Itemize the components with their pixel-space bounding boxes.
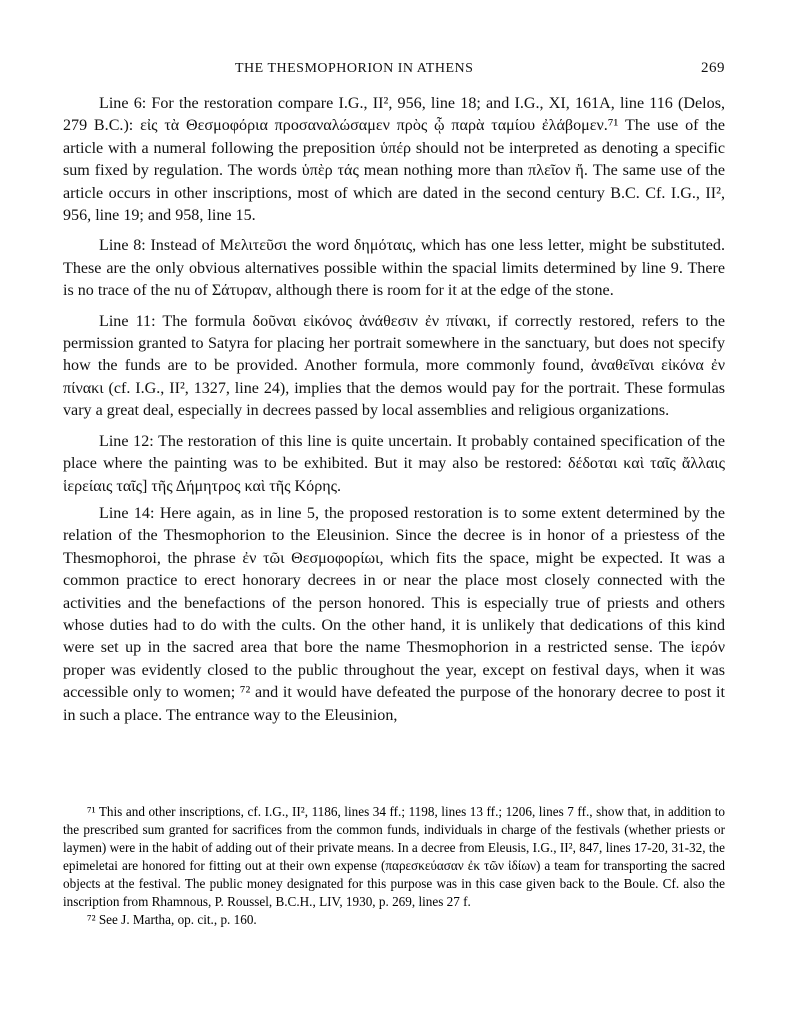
footnotes bbox=[63, 803, 725, 929]
paragraph-line-12: Line 12: The restoration of this line is quite uncertain. It probably contained specification of the place where the painting was to be exhibited. But it may also be restored: δέδοται καὶ ταῖς ἄλλαις ἱερείαις ταῖς] τῆς Δήμητρος καὶ τῆς Κόρης. bbox=[63, 432, 725, 495]
paragraph-line-6: Line 6: For the restoration compare I.G., II², 956, line 18; and I.G., XI, 161A, line 116 (Delos, 279 B.C.): εἰς τὰ Θεσμοφόρια προσαναλώσαμεν πρὸς ᾧ παρὰ ταμίου ἐλάβομεν.⁷¹ The use of the article with a numeral following the preposition ὑπέρ should not be interpreted as denoting a specific sum fixed by regulation. The words ὑπὲρ τάς mean nothing more than πλεῖον ἤ. The same use of the article occurs in other inscriptions, most of which are dated in the second century B.C. Cf. I.G., II², 956, line 19; and 958, line 15. bbox=[63, 95, 725, 225]
paragraph-line-8: Line 8: Instead of Μελιτεῦσι the word δημόταις, which has one less letter, might be substituted. These are the only obvious alternatives possible within the spacial limits determined by line 9. There is no trace of the nu of Σάτυραν, although there is room for it at the edge of the stone. bbox=[63, 237, 725, 300]
page-number: 269 bbox=[701, 60, 725, 76]
paragraph-line-11: Line 11: The formula δοῦναι εἰκόνος ἀνάθεσιν ἐν πίνακι, if correctly restored, refers to the permission granted to Satyra for placing her portrait somewhere in the sanctuary, but does not specify how the funds are to be provided. Another formula, more commonly found, ἀναθεῖναι εἰκόνα ἐν πίνακι (cf. I.G., II², 1327, line 24), implies that the demos would pay for the portrait. These formulas vary a great deal, especially in decrees passed by local assemblies and religious organizations. bbox=[63, 312, 725, 420]
paragraph-line-14: Line 14: Here again, as in line 5, the proposed restoration is to some extent determined by the relation of the Thesmophorion to the Eleusinion. Since the decree is in honor of a priestess of the Thesmophoroi, the phrase ἐν τῶι Θεσμοφορίωι, which fits the space, might be expected. It was a common practice to erect honorary decrees in or near the place most closely connected with the activities and the benefactions of the person honored. This is especially true of priests and others whose duties had to do with the cults. On the other hand, it is unlikely that dedications of this kind were set up in the sacred area that bore the name Thesmophorion in a restricted sense. The ἱερόν proper was evidently closed to the public throughout the year, except on festival days, when it was accessible only to women; ⁷² and it would have defeated the purpose of the honorary decree to post it in such a place. The entrance way to the Eleusinion, bbox=[63, 504, 725, 724]
page-body bbox=[63, 60, 725, 735]
running-title: THE THESMOPHORION IN ATHENS bbox=[235, 61, 474, 76]
running-header bbox=[63, 60, 725, 77]
footnote-72: ⁷² See J. Martha, op. cit., p. 160. bbox=[87, 912, 257, 927]
footnote-71: ⁷¹ This and other inscriptions, cf. I.G., II², 1186, lines 34 ff.; 1198, lines 13 ff.; 1206, lines 7 ff., show that, in addition to the prescribed sum granted for sacrifices from the common funds, individuals in charge of the festivals (whether priests or laymen) were in the habit of adding out of their private means. In a decree from Eleusis, I.G., II², 847, lines 17-20, 31-32, the epimeletai are honored for fitting out at their own expense (παρεσκεύασαν ἐκ τῶν ἰδίων) a team for transporting the sacred objects at the festival. The public money designated for this purpose was in this case given back to the Boule. Cf. also the inscription from Rhamnous, P. Roussel, B.C.H., LIV, 1930, p. 269, lines 27 f. bbox=[63, 804, 725, 909]
